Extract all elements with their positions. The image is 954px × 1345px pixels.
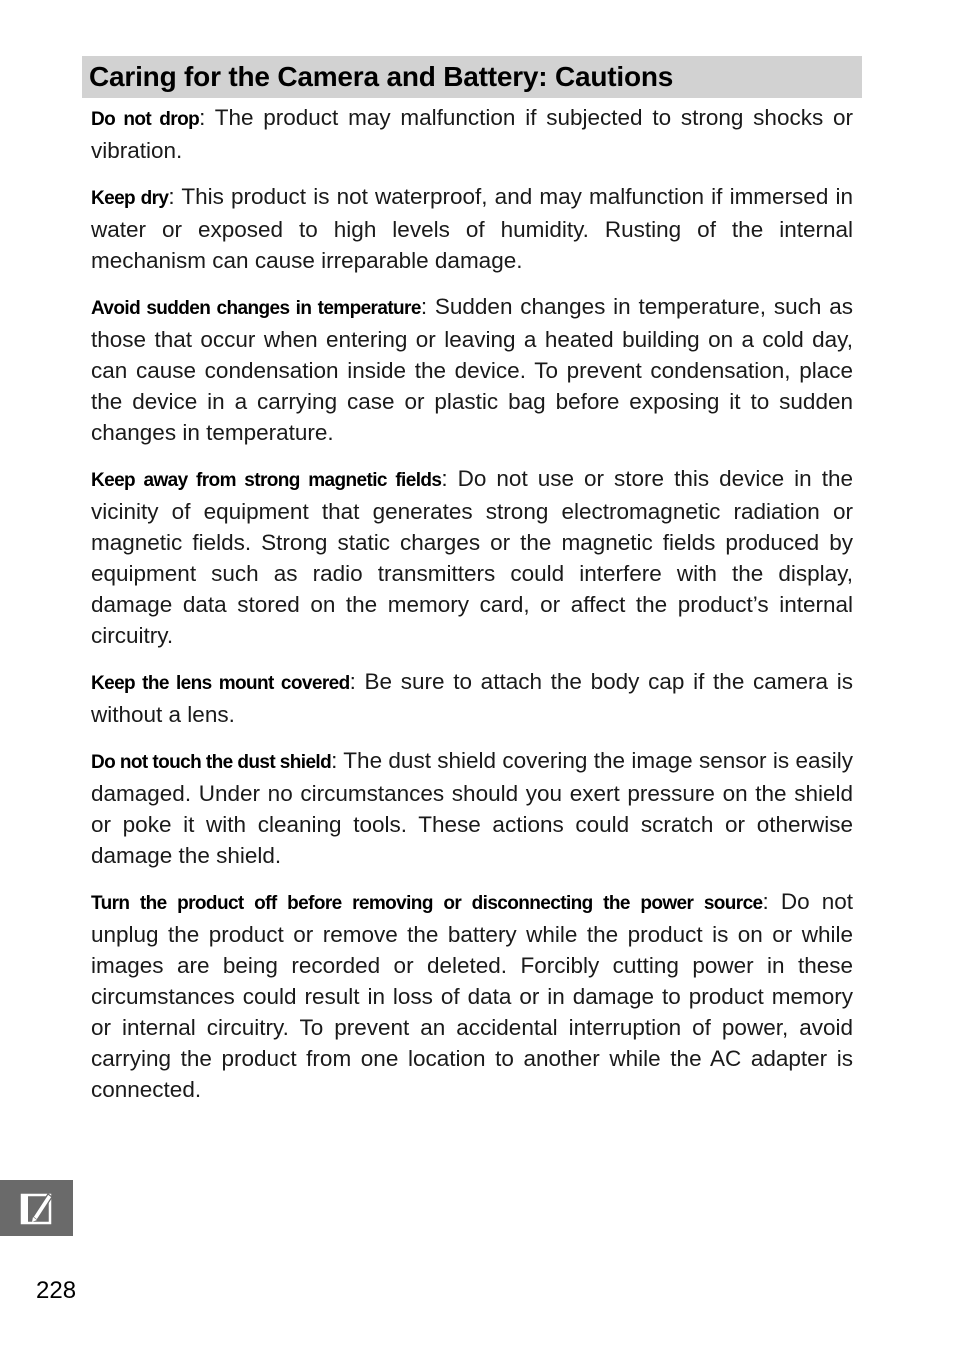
caution-paragraph-magnetic xyxy=(91,463,853,651)
caution-paragraph-drop xyxy=(91,102,853,166)
section-side-tab xyxy=(0,1180,73,1236)
caution-paragraph-dry xyxy=(91,181,853,276)
caution-body: : The product may malfunction if subjected to strong shocks or vibration. xyxy=(91,105,853,163)
notes-pencil-icon xyxy=(19,1190,55,1226)
cautions-list xyxy=(91,102,853,1120)
caution-heading: Do not drop xyxy=(91,109,200,130)
caution-body: : Be sure to attach the body cap if the camera is without a lens. xyxy=(91,669,853,727)
caution-heading: Turn the product off before removing or disconnecting the power source xyxy=(91,893,763,914)
section-title: Caring for the Camera and Battery: Cautions xyxy=(89,61,674,92)
caution-heading: Keep dry xyxy=(91,188,169,209)
section-title-bar xyxy=(82,56,862,98)
caution-paragraph-lens-mount xyxy=(91,666,853,730)
caution-heading: Do not touch the dust shield xyxy=(91,752,332,773)
caution-body: : Do not unplug the product or remove the battery while the product is on or while images are being recorded or deleted. Forcibly cutting power in these circumstances could result in loss of data or in damage to product memory or internal circuitry. To prevent an accidental interruption of power, avoid carrying the product from one location to another while the AC adapter is connected. xyxy=(91,889,853,1102)
caution-heading: Avoid sudden changes in temperature xyxy=(91,298,421,319)
caution-body: : Do not use or store this device in the vicinity of equipment that generates strong electromagnetic radiation or magnetic fields. Strong static charges or the magnetic fields produced by equipment such as radio transmitters could interfere with the display, damage data stored on the memory card, or affect the product’s internal circuitry. xyxy=(91,466,853,648)
caution-body: : The dust shield covering the image sensor is easily damaged. Under no circumstances should you exert pressure on the shield or poke it with cleaning tools. These actions could scratch or otherwise damage the shield. xyxy=(91,748,854,868)
caution-body: : This product is not waterproof, and may malfunction if immersed in water or exposed to high levels of humidity. Rusting of the internal mechanism can cause irreparable damage. xyxy=(91,184,853,273)
caution-heading: Keep away from strong magnetic fields xyxy=(91,470,442,491)
caution-paragraph-power xyxy=(91,886,853,1105)
caution-heading: Keep the lens mount covered xyxy=(91,673,350,694)
caution-paragraph-dust-shield xyxy=(91,745,853,871)
caution-paragraph-temperature xyxy=(91,291,853,448)
page-number: 228 xyxy=(36,1277,77,1304)
caution-body: : Sudden changes in temperature, such as those that occur when entering or leaving a heated building on a cold day, can cause condensation inside the device. To prevent condensation, place the device in a carrying case or plastic bag before exposing it to sudden changes in temperature. xyxy=(91,294,853,445)
